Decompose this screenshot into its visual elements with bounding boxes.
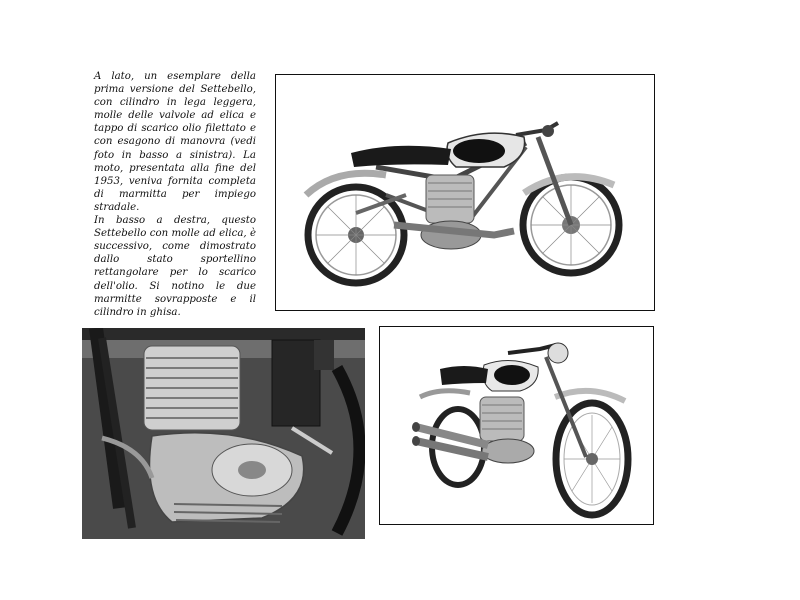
photo-motorcycle-side (275, 74, 655, 311)
motorcycle-three-quarter-illustration (380, 327, 653, 524)
caption-text (94, 70, 256, 319)
engine-closeup-illustration (82, 328, 365, 539)
caption-paragraph-1: A lato, un esemplare della prima versione del Settebello, con cilindro in lega leggera, molle delle valvole ad elica e tappo di scarico olio filettato e con esagono di manovra (vedi foto in basso a sinistra). La moto, presentata alla fine del 1953, veniva fornita completa di marmitta per impiego stradale. (94, 71, 256, 213)
photo-engine-closeup (82, 328, 365, 539)
caption-paragraph-2: In basso a destra, questo Settebello con molle ad elica, è successivo, come dimostrato dallo stato sportellino rettangolare per lo scarico dell'olio. Si notino le due marmitte sovrapposte e il cilindro in ghisa. (94, 215, 256, 318)
motorcycle-side-illustration (276, 75, 654, 310)
photo-motorcycle-three-quarter (379, 326, 654, 525)
